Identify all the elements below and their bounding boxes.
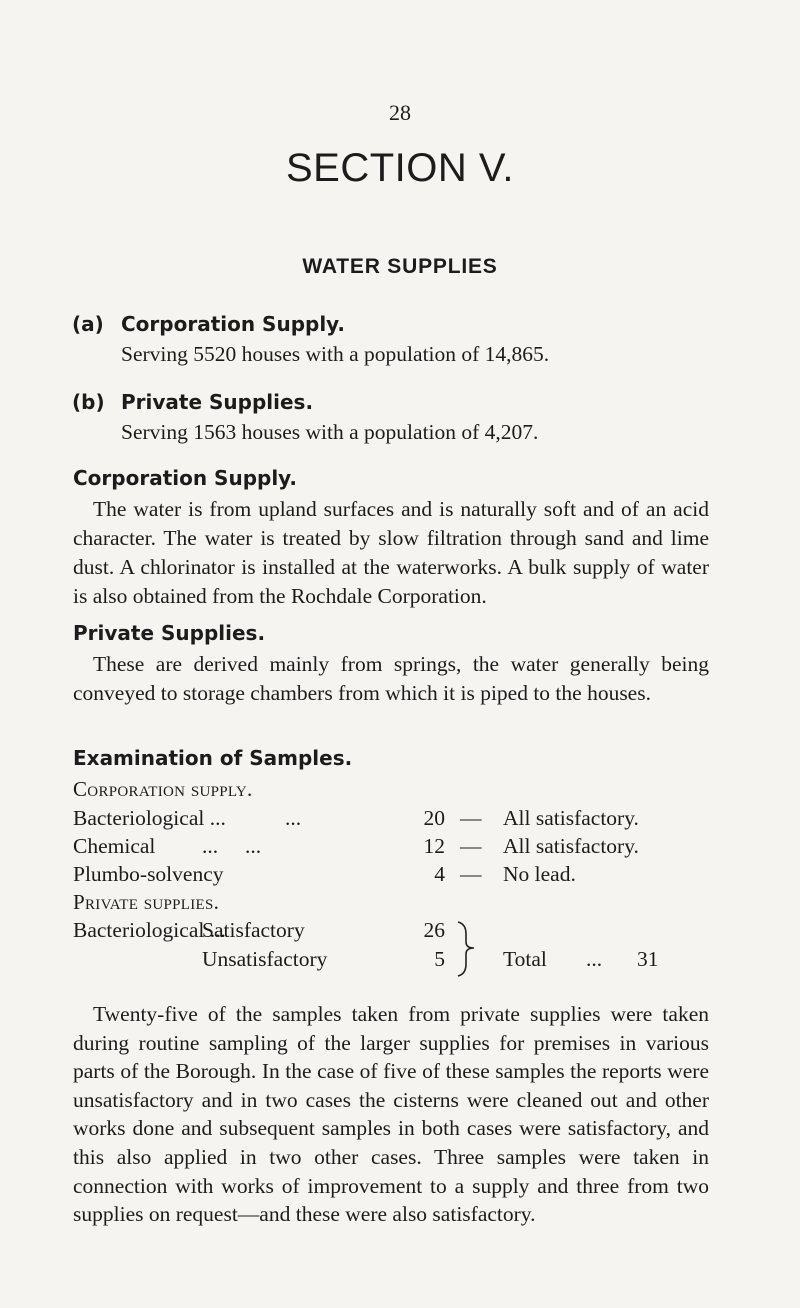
table-row-test: Chemical — [73, 834, 156, 858]
brace-icon — [452, 918, 478, 978]
unsatisfactory-count: 5 — [434, 947, 445, 971]
corporation-supply-label: Corporation supply. — [73, 777, 253, 801]
table-row-dots: ... — [285, 806, 302, 830]
table-row-test: Bacteriological ... — [73, 806, 226, 830]
private-test-label: Bacteriological ... — [73, 918, 226, 942]
total-value: 31 — [637, 947, 659, 971]
total-label: Total — [503, 947, 547, 971]
satisfactory-count: 26 — [423, 918, 445, 942]
supply-a-text: Serving 5520 houses with a population of 14,865. — [121, 342, 550, 366]
table-row-count: 4 — [434, 862, 445, 886]
supply-b-heading: Private Supplies. — [121, 390, 314, 414]
corporation-paragraph: The water is from upland surfaces and is naturally soft and of an acid character. The water is treated by slow filtration through sand and lime dust. A chlorinator is installed at the waterworks. A bulk supply of water is also obtained from the Rochdale Corporation. — [73, 497, 709, 608]
private-paragraph: These are derived mainly from springs, the water generally being conveyed to storage chambers from which it is piped to the houses. — [73, 652, 709, 705]
supply-b-marker: (b) — [72, 390, 105, 414]
corporation-heading: Corporation Supply. — [73, 466, 297, 490]
supply-b-text: Serving 1563 houses with a population of 4,207. — [121, 420, 539, 444]
table-row-result: No lead. — [503, 862, 576, 886]
supply-a-heading: Corporation Supply. — [121, 312, 345, 336]
table-row-dots: ... ... — [202, 834, 262, 858]
private-supplies-label: Private supplies. — [73, 890, 220, 914]
page-number: 28 — [389, 100, 411, 125]
section-title: SECTION V. — [285, 146, 515, 190]
subtitle: WATER SUPPLIES — [302, 255, 498, 278]
table-row-count: 12 — [423, 834, 445, 858]
table-row-result: All satisfactory. — [503, 806, 639, 830]
table-row-count: 20 — [423, 806, 445, 830]
unsatisfactory-label: Unsatisfactory — [202, 947, 328, 971]
examination-heading: Examination of Samples. — [73, 746, 353, 770]
private-heading: Private Supplies. — [73, 621, 266, 645]
table-row-result: All satisfactory. — [503, 834, 639, 858]
table-row-dash: — — [460, 834, 482, 858]
satisfactory-label: Satisfactory — [202, 918, 305, 942]
total-dots: ... — [586, 947, 603, 971]
table-row-test: Plumbo-solvency — [73, 862, 224, 886]
closing-paragraph: Twenty-five of the samples taken from private supplies were taken during routine sampling of the larger supplies for premises in various parts of the Borough. In the case of five of these samples the reports were unsatisfactory and in two cases the cisterns were cleaned out and other works done and subsequent samples in both cases were satisfactory, and this also applied in two other cases. Three samples were taken in connection with works of improvement to a supply and three from two supplies on request—and these were also satisfactory. — [73, 1002, 709, 1227]
table-row-dash: — — [460, 806, 482, 830]
table-row-dash: — — [460, 862, 482, 886]
supply-a-marker: (a) — [72, 312, 104, 336]
